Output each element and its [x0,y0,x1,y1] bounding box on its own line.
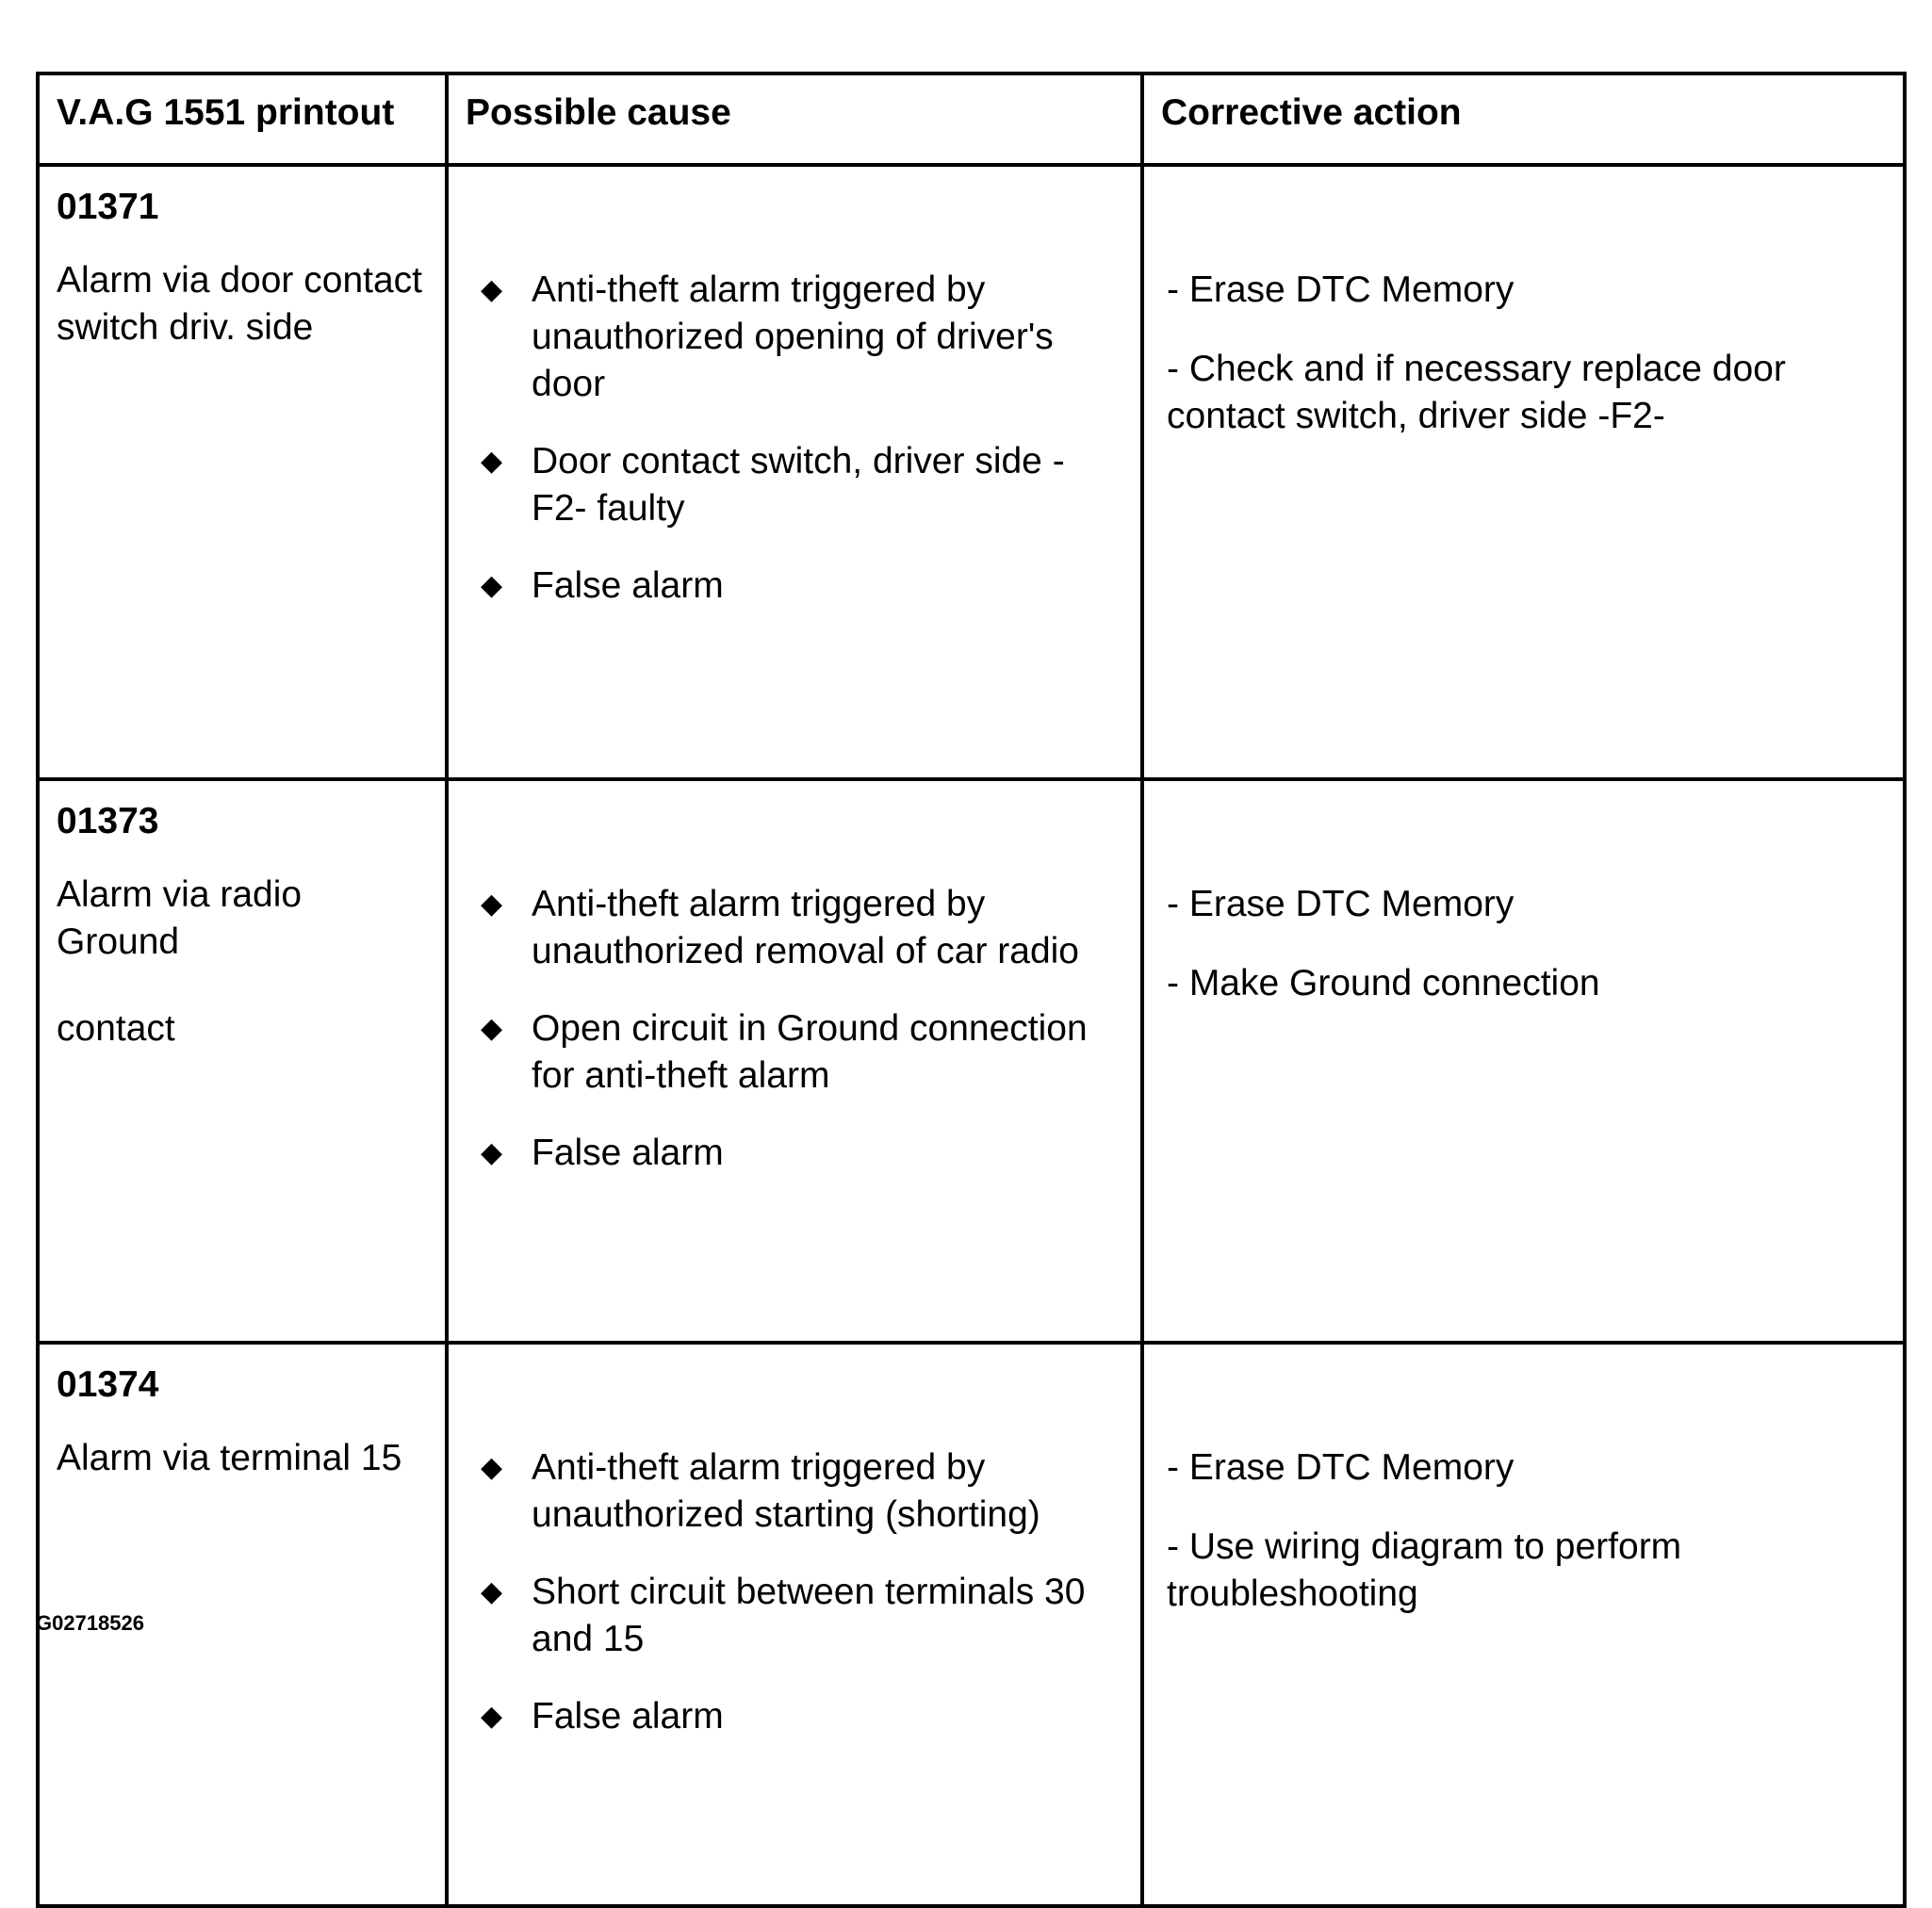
table-row [38,1343,1905,1906]
action-text: - Make Ground connection [1167,963,1600,1003]
dtc-description: Alarm via door contact switch driv. side [57,260,423,348]
action-cell [1142,779,1905,1343]
diamond-bullet-icon: ◆ [481,570,503,601]
cause-item [481,881,1112,975]
cause-cell [447,1343,1142,1906]
dtc-code: 01371 [57,187,159,227]
table-row [38,779,1905,1343]
cause-text: Anti-theft alarm triggered by unauthorized opening of driver's door [532,269,1054,404]
diamond-bullet-icon: ◆ [481,446,503,477]
cause-text: Door contact switch, driver side -F2- faulty [532,441,1065,529]
cause-text: Anti-theft alarm triggered by unauthorized removal of car radio [532,884,1079,971]
diamond-bullet-icon: ◆ [481,1013,503,1044]
cause-text: False alarm [532,1696,724,1737]
figure-id: G02718526 [36,1611,144,1635]
diamond-bullet-icon: ◆ [481,1701,503,1732]
cause-item [481,1130,1112,1177]
cause-item [481,563,1112,610]
dtc-code: 01373 [57,801,159,841]
diamond-bullet-icon: ◆ [481,1576,503,1607]
cause-cell [447,779,1142,1343]
action-text: - Erase DTC Memory [1167,1447,1514,1488]
cause-text: False alarm [532,1133,724,1173]
action-cell [1142,165,1905,779]
action-text: - Erase DTC Memory [1167,269,1514,310]
dtc-description: Alarm via terminal 15 [57,1438,402,1478]
diamond-bullet-icon: ◆ [481,889,503,920]
table-row [38,165,1905,779]
cause-item [481,1569,1112,1663]
cause-cell [447,165,1142,779]
cause-text: False alarm [532,565,724,606]
printout-cell [38,165,447,779]
diamond-bullet-icon: ◆ [481,274,503,305]
diamond-bullet-icon: ◆ [481,1452,503,1483]
cause-item [481,1005,1112,1100]
header-printout: V.A.G 1551 printout [38,73,447,165]
action-text: - Check and if necessary replace door contact switch, driver side -F2- [1167,349,1786,436]
action-text: - Erase DTC Memory [1167,884,1514,924]
dtc-table [36,72,1907,1908]
cause-text: Short circuit between terminals 30 and 15 [532,1572,1086,1659]
action-text: - Use wiring diagram to perform troubleshooting [1167,1526,1682,1614]
header-cause: Possible cause [447,73,1142,165]
printout-cell [38,779,447,1343]
dtc-code: 01374 [57,1364,159,1405]
cause-text: Open circuit in Ground connection for anti-theft alarm [532,1008,1088,1096]
dtc-description-extra: contact [57,1008,175,1049]
dtc-description: Alarm via radio Ground [57,874,303,962]
header-action: Corrective action [1142,73,1905,165]
cause-text: Anti-theft alarm triggered by unauthorized starting (shorting) [532,1447,1040,1535]
cause-item [481,267,1112,408]
action-cell [1142,1343,1905,1906]
cause-item [481,438,1112,532]
diamond-bullet-icon: ◆ [481,1137,503,1168]
header-row [38,73,1905,165]
cause-item [481,1444,1112,1539]
cause-item [481,1693,1112,1740]
